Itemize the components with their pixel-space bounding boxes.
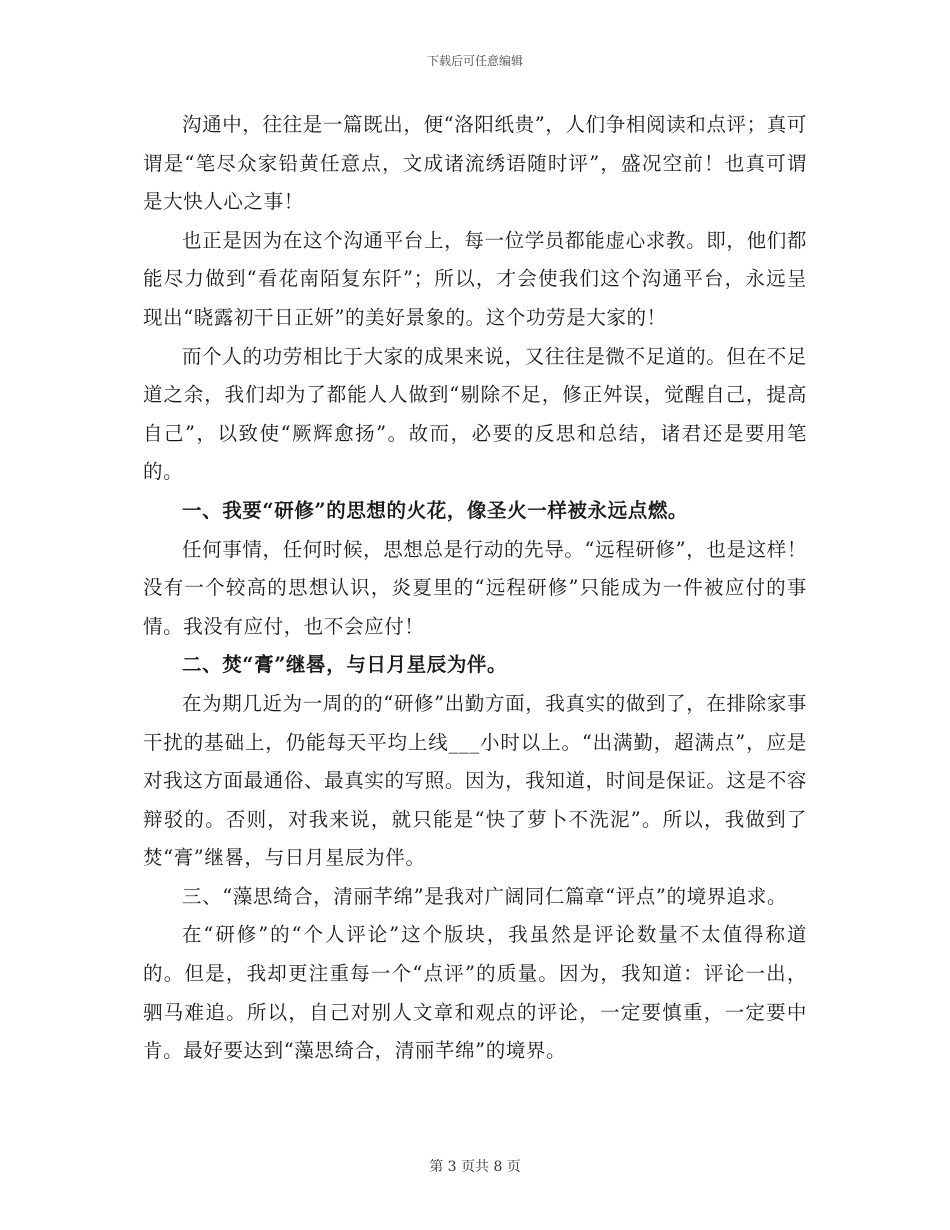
page-header: 下载后可任意编辑 — [426, 54, 523, 68]
section-heading-3: 三、“藻思绮合，清丽芊绵”是我对广阔同仁篇章“评点”的境界追求。 — [182, 884, 788, 908]
document-body — [143, 106, 807, 1071]
paragraph-4: 任何事情，任何时候，思想总是行动的先导。“远程研修”，也是这样！没有一个较高的思想认识，炎夏里的“远程研修”只能成为一件被应付的事情。我没有应付，也不会应付！ — [143, 537, 807, 638]
paragraph-2: 也正是因为在这个沟通平台上，每一位学员都能虚心求教。即，他们都能尽力做到“看花南陌复东阡”；所以，才会使我们这个沟通平台，永远呈现出“晓露初干日正妍”的美好景象的。这个功劳是大家的！ — [143, 228, 807, 329]
section-heading-2: 二、焚“膏”继晷，与日月星辰为伴。 — [182, 653, 508, 677]
paragraph-3: 而个人的功劳相比于大家的成果来说，又往往是微不足道的。但在不足道之余，我们却为了都能人人做到“剔除不足，修正舛误，觉醒自己，提高自己”，以致使“厥辉愈扬”。故而，必要的反思和总结，诸君还是要用笔的。 — [143, 344, 807, 484]
paragraph-5: 在为期几近为一周的的“研修”出勤方面，我真实的做到了，在排除家事干扰的基础上，仍能每天平均上线___小时以上。“出满勤，超满点”，应是对我这方面最通俗、最真实的写照。因为，我知道，时间是保证。这是不容辩驳的。否则，对我来说，就只能是“快了萝卜不洗泥”。所以，我做到了焚“膏”继晷，与日月星辰为伴。 — [143, 691, 807, 870]
paragraph-6: 在“研修”的“个人评论”这个版块，我虽然是评论数量不太值得称道的。但是，我却更注重每一个“点评”的质量。因为，我知道：评论一出，驷马难追。所以，自己对别人文章和观点的评论，一定要慎重，一定要中肯。最好要达到“藻思绮合，清丽芊绵”的境界。 — [143, 923, 807, 1063]
section-heading-1: 一、我要“研修”的思想的火花，像圣火一样被永远点燃。 — [182, 498, 689, 522]
paragraph-1: 沟通中，往往是一篇既出，便“洛阳纸贵”，人们争相阅读和点评；真可谓是“笔尽众家铅黄任意点，文成诸流绣语随时评”，盛况空前！也真可谓是大快人心之事！ — [143, 113, 807, 214]
page-footer: 第 3 页共 8 页 — [429, 1159, 521, 1175]
